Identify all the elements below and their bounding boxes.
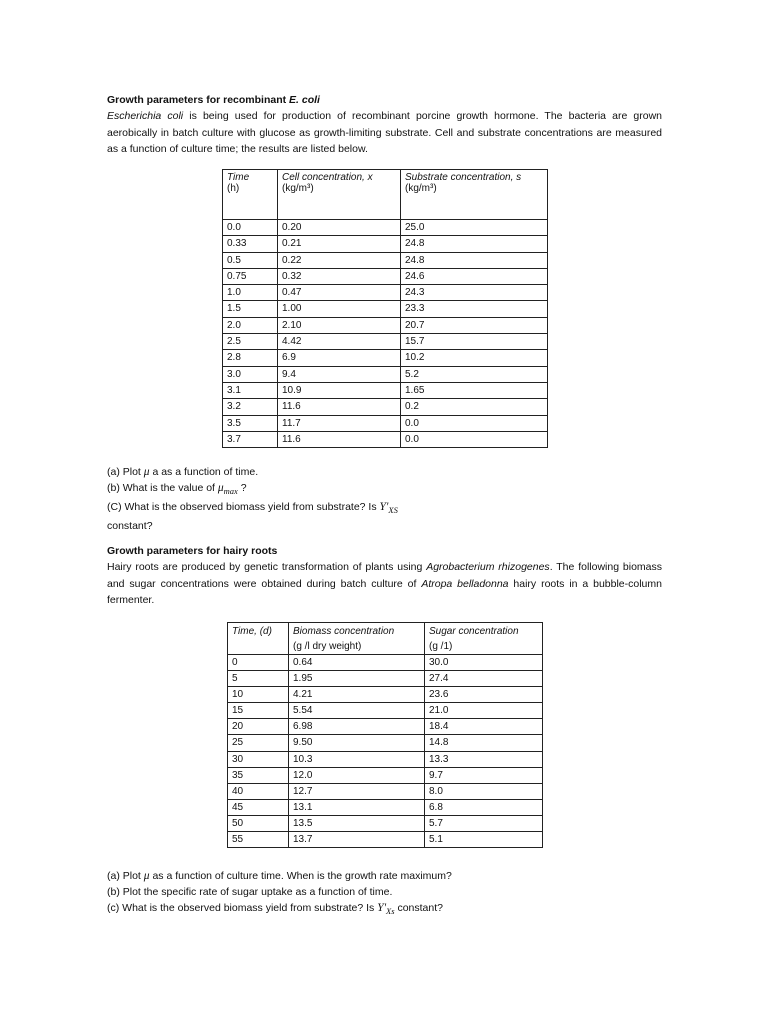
table-cell: 4.21 — [289, 687, 425, 703]
question-c: (c) What is the observed biomass yield from substrate? Is $Y'_{Xs}$ constant? — [107, 902, 443, 917]
table-cell: 2.0 — [223, 317, 278, 333]
table-cell: 14.8 — [425, 735, 543, 751]
table-cell: 0.22 — [278, 252, 401, 268]
table-cell: 40 — [228, 783, 289, 799]
table-cell: 5.54 — [289, 703, 425, 719]
table-header-row — [223, 170, 548, 220]
table-cell: 11.6 — [278, 399, 401, 415]
table-row — [223, 382, 548, 398]
table-body — [228, 655, 543, 848]
table-cell: 0.0 — [223, 220, 278, 236]
table-cell: 0.0 — [401, 431, 548, 447]
table-header-row — [228, 623, 543, 655]
table-cell: 23.6 — [425, 687, 543, 703]
section-title: Growth parameters for recombinant E. coli — [107, 94, 320, 106]
table-row — [223, 350, 548, 366]
table-row — [228, 783, 543, 799]
ecoli-data-table — [222, 169, 548, 448]
table-cell: 24.8 — [401, 252, 548, 268]
table-body — [223, 220, 548, 448]
question-b: (b) Plot the specific rate of sugar uptake as a function of time. — [107, 886, 393, 898]
ecoli-questions — [107, 464, 662, 534]
column-header: Substrate concentration, s (kg/m³) — [401, 170, 548, 220]
table-cell: 1.65 — [401, 382, 548, 398]
table-cell: 18.4 — [425, 719, 543, 735]
table-cell: 20.7 — [401, 317, 548, 333]
table-cell: 10.3 — [289, 751, 425, 767]
table-cell: 0.47 — [278, 285, 401, 301]
table-cell: 35 — [228, 767, 289, 783]
table-cell: 5.2 — [401, 366, 548, 382]
table-cell: 9.4 — [278, 366, 401, 382]
table-cell: 13.7 — [289, 832, 425, 848]
table-cell: 24.8 — [401, 236, 548, 252]
table-cell: 0.20 — [278, 220, 401, 236]
table-row — [228, 703, 543, 719]
table-row — [228, 655, 543, 671]
column-header: Time, (d) — [228, 623, 289, 655]
table-cell: 6.9 — [278, 350, 401, 366]
table-cell: 3.5 — [223, 415, 278, 431]
table-cell: 9.7 — [425, 767, 543, 783]
table-row — [228, 735, 543, 751]
table-row — [223, 334, 548, 350]
table-cell: 13.3 — [425, 751, 543, 767]
table-cell: 0.2 — [401, 399, 548, 415]
question-a: (a) Plot μ a as a function of time. — [107, 466, 259, 478]
table-cell: 4.42 — [278, 334, 401, 350]
column-header: Biomass concentration (g /l dry weight) — [289, 623, 425, 655]
table-cell: 1.0 — [223, 285, 278, 301]
question-c: (C) What is the observed biomass yield from substrate? Is $Y'_{XS}$ — [107, 501, 398, 516]
hairy-roots-questions — [107, 868, 662, 919]
table-row — [228, 815, 543, 831]
table-cell: 5.7 — [425, 815, 543, 831]
table-cell: 3.0 — [223, 366, 278, 382]
table-cell: 0.0 — [401, 415, 548, 431]
table-cell: 9.50 — [289, 735, 425, 751]
column-header: Time (h) — [223, 170, 278, 220]
table-cell: 0.5 — [223, 252, 278, 268]
table-row — [223, 220, 548, 236]
table-cell: 0.21 — [278, 236, 401, 252]
table-cell: 3.1 — [223, 382, 278, 398]
table-cell: 0.32 — [278, 268, 401, 284]
table-cell: 23.3 — [401, 301, 548, 317]
table-cell: 0.64 — [289, 655, 425, 671]
column-header: Sugar concentration (g /1) — [425, 623, 543, 655]
table-cell: 15 — [228, 703, 289, 719]
table-cell: 0.75 — [223, 268, 278, 284]
table-row — [228, 832, 543, 848]
table-cell: 6.8 — [425, 799, 543, 815]
section-ecoli — [107, 92, 662, 158]
table-cell: 6.98 — [289, 719, 425, 735]
table-cell: 3.2 — [223, 399, 278, 415]
table-cell: 20 — [228, 719, 289, 735]
table-cell: 55 — [228, 832, 289, 848]
table-cell: 1.5 — [223, 301, 278, 317]
table-row — [223, 285, 548, 301]
table-cell: 25.0 — [401, 220, 548, 236]
table-cell: 25 — [228, 735, 289, 751]
table-cell: 5.1 — [425, 832, 543, 848]
table-cell: 21.0 — [425, 703, 543, 719]
table-row — [223, 252, 548, 268]
table-row — [228, 799, 543, 815]
table-row — [223, 236, 548, 252]
table-row — [223, 415, 548, 431]
table-row — [228, 751, 543, 767]
table-cell: 5 — [228, 671, 289, 687]
section-paragraph: Hairy roots are produced by genetic transformation of plants using Agrobacterium rhizogenes. The following biomass and sugar concentrations were obtained during batch culture of Atropa belladonna hairy roots in a bubble-column fermenter. — [107, 561, 662, 606]
table-cell: 30 — [228, 751, 289, 767]
table-row — [223, 366, 548, 382]
table-row — [223, 431, 548, 447]
hairy-roots-data-table — [227, 622, 543, 848]
table-row — [223, 268, 548, 284]
table-cell: 1.00 — [278, 301, 401, 317]
question-b: (b) What is the value of $\mu_{max}$ ? — [107, 482, 247, 497]
table-row — [223, 399, 548, 415]
table-row — [223, 317, 548, 333]
table-cell: 13.5 — [289, 815, 425, 831]
table-cell: 10 — [228, 687, 289, 703]
table-row — [228, 687, 543, 703]
table-cell: 50 — [228, 815, 289, 831]
column-header: Cell concentration, x (kg/m³) — [278, 170, 401, 220]
table-cell: 0 — [228, 655, 289, 671]
table-cell: 2.5 — [223, 334, 278, 350]
table-cell: 13.1 — [289, 799, 425, 815]
section-paragraph: Escherichia coli is being used for production of recombinant porcine growth hormone. The bacteria are grown aerobically in batch culture with glucose as growth-limiting substrate. Cell and substrate concentrations are measured as a function of culture time; the results are listed below. — [107, 110, 662, 155]
table-cell: 11.6 — [278, 431, 401, 447]
table-row — [228, 767, 543, 783]
section-hairy-roots — [107, 543, 662, 609]
question-c-cont: constant? — [107, 520, 153, 533]
table-row — [223, 301, 548, 317]
table-row — [228, 719, 543, 735]
table-cell: 24.6 — [401, 268, 548, 284]
table-cell: 0.33 — [223, 236, 278, 252]
table-cell: 10.2 — [401, 350, 548, 366]
table-cell: 8.0 — [425, 783, 543, 799]
question-a: (a) Plot μ as a function of culture time. When is the growth rate maximum? — [107, 870, 452, 882]
table-cell: 11.7 — [278, 415, 401, 431]
table-cell: 2.8 — [223, 350, 278, 366]
table-cell: 1.95 — [289, 671, 425, 687]
table-cell: 30.0 — [425, 655, 543, 671]
table-cell: 2.10 — [278, 317, 401, 333]
table-cell: 24.3 — [401, 285, 548, 301]
table-cell: 10.9 — [278, 382, 401, 398]
table-cell: 15.7 — [401, 334, 548, 350]
table-cell: 12.7 — [289, 783, 425, 799]
section-title: Growth parameters for hairy roots — [107, 545, 278, 557]
table-row — [228, 671, 543, 687]
table-cell: 45 — [228, 799, 289, 815]
table-cell: 27.4 — [425, 671, 543, 687]
table-cell: 12.0 — [289, 767, 425, 783]
table-cell: 3.7 — [223, 431, 278, 447]
